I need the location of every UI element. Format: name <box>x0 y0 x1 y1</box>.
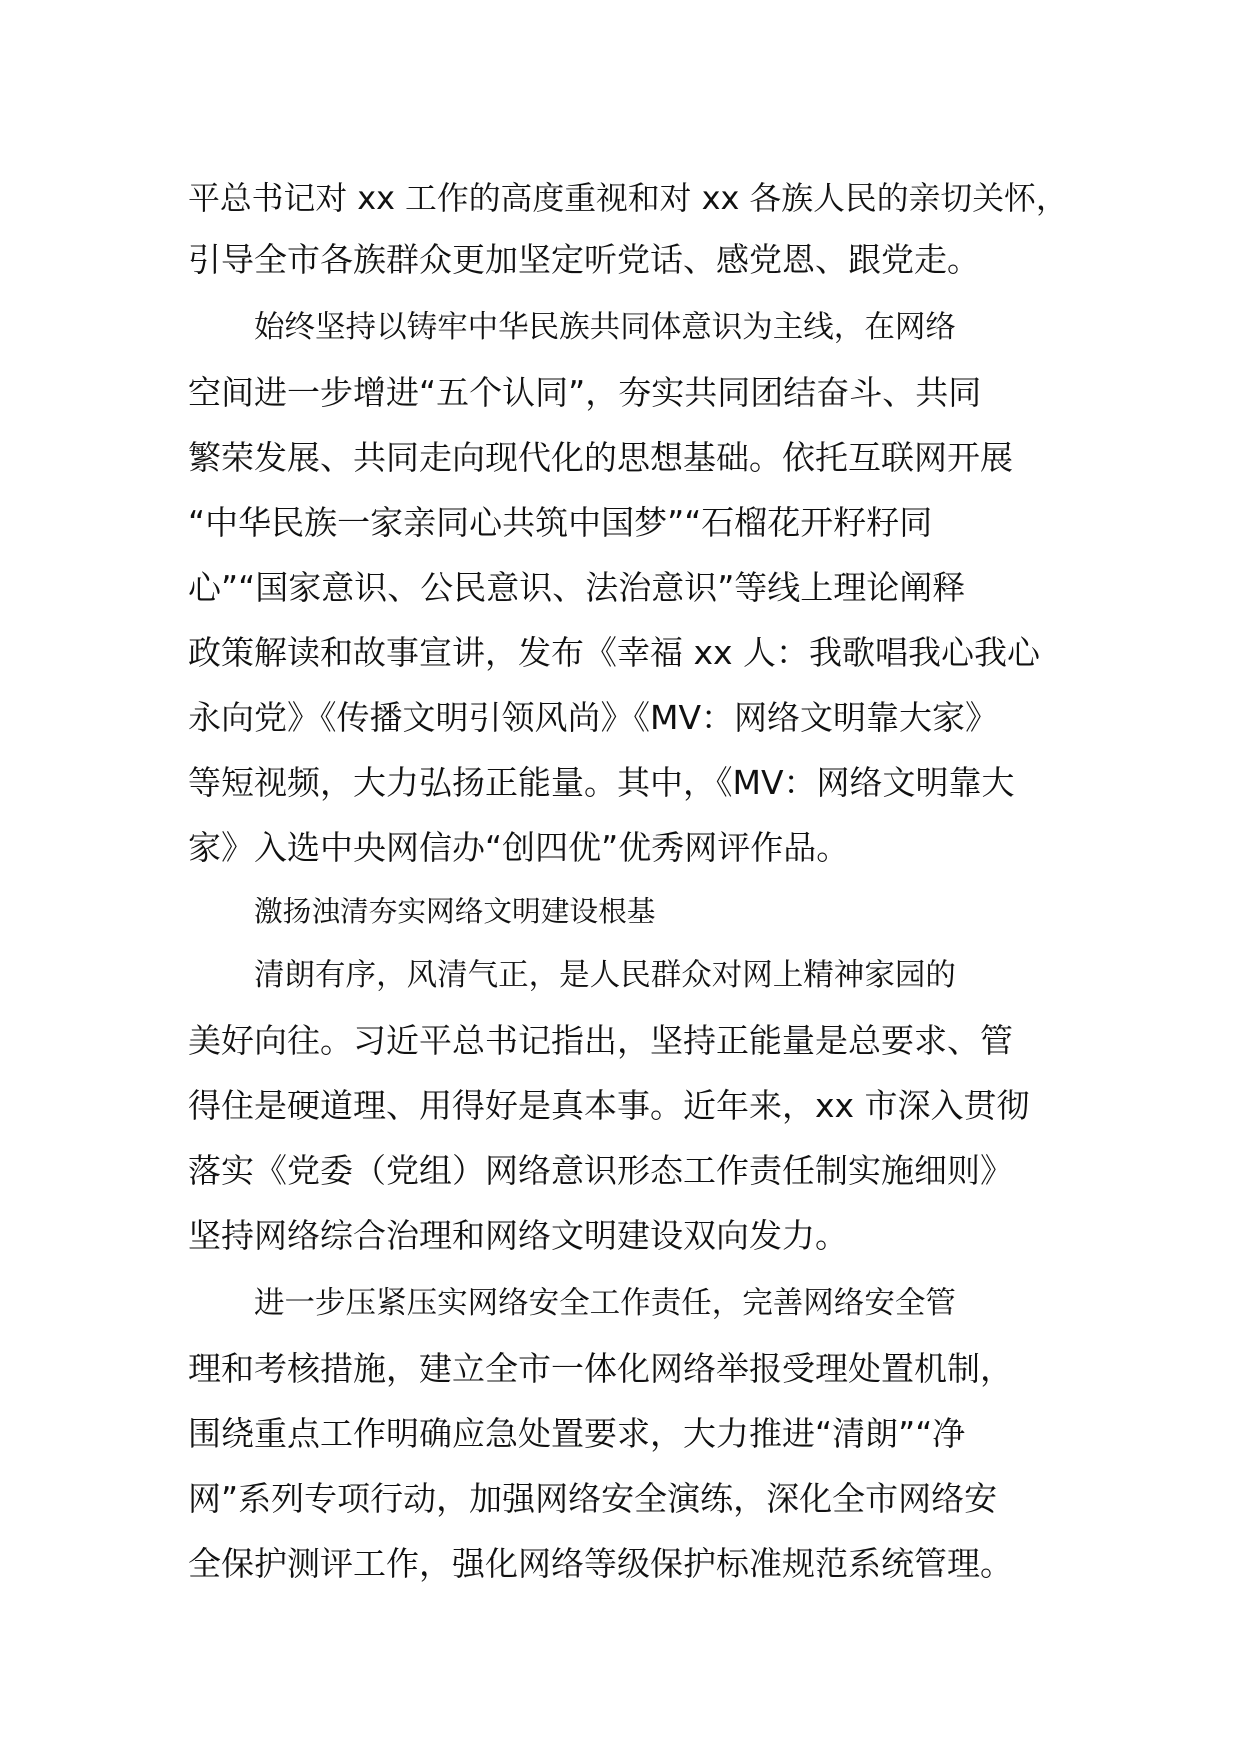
paragraph-line: 家》入选中央网信办“创四优”优秀网评作品。 <box>188 828 850 867</box>
paragraph-line: 心”“国家意识、公民意识、法治意识”等线上理论阐释 <box>188 568 966 607</box>
paragraph-first-line: 始终坚持以铸牢中华民族共同体意识为主线，在网络 <box>254 310 956 345</box>
paragraph-line: 网”系列专项行动，加强网络安全演练，深化全市网络安 <box>188 1479 998 1518</box>
paragraph-line: 空间进一步增进“五个认同”，夯实共同团结奋斗、共同 <box>188 373 982 412</box>
paragraph-line: 等短视频，大力弘扬正能量。其中，《MV：网络文明靠大 <box>188 763 1015 802</box>
paragraph-first-line: 清朗有序，风清气正，是人民群众对网上精神家园的 <box>254 958 956 993</box>
paragraph-line: 得住是硬道理、用得好是真本事。近年来，xx 市深入贯彻 <box>188 1086 1030 1125</box>
paragraph-line: 全保护测评工作，强化网络等级保护标准规范系统管理。 <box>188 1544 1013 1583</box>
paragraph-line: 坚持网络综合治理和网络文明建设双向发力。 <box>188 1216 848 1255</box>
paragraph-first-line: 进一步压紧压实网络安全工作责任，完善网络安全管 <box>254 1286 956 1321</box>
paragraph-line: “中华民族一家亲同心共筑中国梦”“石榴花开籽籽同 <box>188 503 933 542</box>
paragraph-line: 引导全市各族群众更加坚定听党话、感党恩、跟党走。 <box>188 240 980 279</box>
section-heading: 激扬浊清夯实网络文明建设根基 <box>254 894 656 928</box>
paragraph-line: 政策解读和故事宣讲，发布《幸福 xx 人：我歌唱我心我心 <box>188 633 1041 672</box>
paragraph-line: 落实《党委（党组）网络意识形态工作责任制实施细则》 <box>188 1151 1013 1190</box>
paragraph-line: 永向党》《传播文明引领风尚》《MV：网络文明靠大家》 <box>188 698 999 737</box>
paragraph-line: 繁荣发展、共同走向现代化的思想基础。依托互联网开展 <box>188 438 1013 477</box>
paragraph-line: 理和考核措施，建立全市一体化网络举报受理处置机制， <box>188 1349 1013 1388</box>
paragraph-line: 美好向往。习近平总书记指出，坚持正能量是总要求、管 <box>188 1021 1013 1060</box>
paragraph-line: 平总书记对 xx 工作的高度重视和对 xx 各族人民的亲切关怀， <box>188 179 1068 217</box>
paragraph-line: 围绕重点工作明确应急处置要求，大力推进“清朗”“净 <box>188 1414 966 1453</box>
